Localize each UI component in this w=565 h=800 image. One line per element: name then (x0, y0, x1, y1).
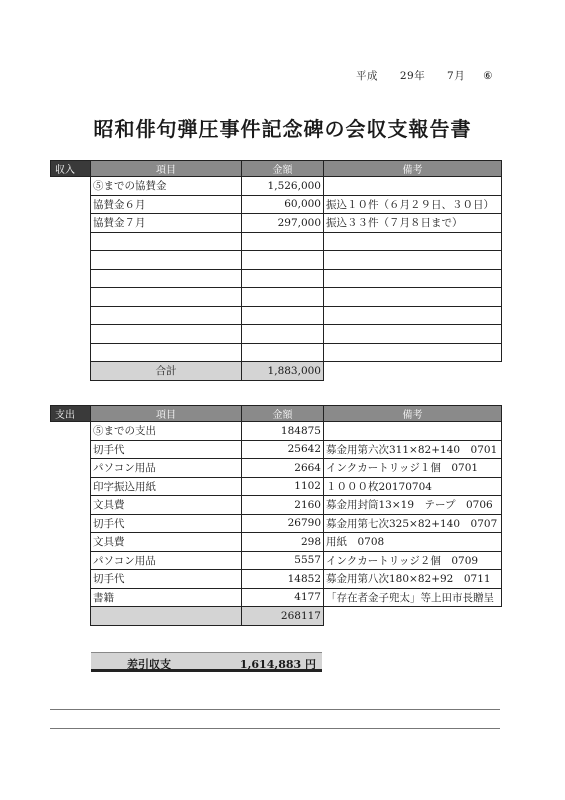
income-row (51, 306, 502, 325)
expense-row-note: インクカートリッジ２個 0709 (324, 551, 502, 570)
expense-row (51, 496, 502, 515)
expense-row (51, 514, 502, 533)
income-header-row (51, 161, 502, 177)
expense-row-spacer (51, 514, 91, 533)
income-row-note: 振込３３件（７月８日まで） (324, 214, 502, 233)
expense-col-amount: 金額 (242, 406, 324, 422)
income-row-item (91, 306, 242, 325)
income-row-item (91, 251, 242, 270)
income-row (51, 343, 502, 362)
income-total-label: 合計 (91, 362, 242, 381)
date-year: 29年 (399, 70, 426, 82)
income-row-amount: 60,000 (242, 195, 324, 214)
income-row-note: 振込１０件（６月２９日、３０日） (324, 195, 502, 214)
income-row-note (324, 288, 502, 307)
income-row (51, 288, 502, 307)
income-row-item (91, 288, 242, 307)
income-row-note (324, 343, 502, 362)
expense-row (51, 422, 502, 441)
expense-row-note (324, 422, 502, 441)
income-row (51, 269, 502, 288)
expense-row-spacer (51, 570, 91, 589)
balance-value: 1,614,883 円 (239, 658, 316, 671)
income-row (51, 232, 502, 251)
page-title: 昭和俳句弾圧事件記念碑の会収支報告書 (93, 117, 472, 141)
income-row-amount (242, 306, 324, 325)
expense-row-item: 文具費 (91, 533, 242, 552)
expense-row-note: 用紙 0708 (324, 533, 502, 552)
expense-row-note: 募金用第七次325×82+140 0707 (324, 514, 502, 533)
income-row-note (324, 306, 502, 325)
balance-label: 差引収支 (127, 658, 171, 671)
expense-row-spacer (51, 459, 91, 478)
income-row-spacer (51, 214, 91, 233)
income-col-note: 備考 (324, 161, 502, 177)
expense-row-amount: 25642 (242, 440, 324, 459)
income-row-amount (242, 343, 324, 362)
expense-row-item: 切手代 (91, 514, 242, 533)
income-row-amount (242, 269, 324, 288)
expense-col-note: 備考 (324, 406, 502, 422)
expense-row-spacer (51, 533, 91, 552)
income-row-item: ⑤までの協賛金 (91, 177, 242, 196)
income-row-spacer (51, 177, 91, 196)
income-row-spacer (51, 195, 91, 214)
income-row (51, 251, 502, 270)
income-total-spacer (51, 362, 91, 381)
income-row-spacer (51, 232, 91, 251)
income-row-amount (242, 325, 324, 344)
expense-row-amount: 298 (242, 533, 324, 552)
income-row-item (91, 325, 242, 344)
footer-divider-1 (50, 709, 500, 710)
expense-table (50, 405, 502, 626)
expense-row-amount: 184875 (242, 422, 324, 441)
income-row-item (91, 343, 242, 362)
expense-row-spacer (51, 440, 91, 459)
expense-total-amount: 268117 (242, 607, 324, 626)
income-total-note-spacer (324, 362, 502, 381)
report-date (356, 68, 493, 83)
expense-row-spacer (51, 551, 91, 570)
income-row (51, 195, 502, 214)
expense-row-note: １０００枚20170704 (324, 477, 502, 496)
expense-col-item: 項目 (91, 406, 242, 422)
expense-row-item: 印字振込用紙 (91, 477, 242, 496)
income-row-note (324, 177, 502, 196)
income-row-item (91, 232, 242, 251)
expense-row-spacer (51, 422, 91, 441)
income-row-amount (242, 288, 324, 307)
income-row-amount: 297,000 (242, 214, 324, 233)
expense-row-item: 書籍 (91, 588, 242, 607)
expense-row-item: 切手代 (91, 440, 242, 459)
income-row-amount (242, 251, 324, 270)
footer-divider-2 (50, 728, 500, 729)
date-era: 平成 (355, 70, 378, 82)
date-month: 7月 (447, 70, 466, 82)
income-row-note (324, 269, 502, 288)
expense-total-spacer (51, 607, 91, 626)
income-total-amount: 1,883,000 (242, 362, 324, 381)
expense-row-item: パソコン用品 (91, 551, 242, 570)
expense-row-item: 切手代 (91, 570, 242, 589)
expense-row (51, 570, 502, 589)
income-row-spacer (51, 251, 91, 270)
income-row (51, 325, 502, 344)
expense-row-spacer (51, 588, 91, 607)
expense-row-item: ⑤までの支出 (91, 422, 242, 441)
expense-row-amount: 26790 (242, 514, 324, 533)
income-row (51, 214, 502, 233)
expense-row-note: 募金用第六次311×82+140 0701 (324, 440, 502, 459)
expense-row (51, 477, 502, 496)
report-number: ⑥ (483, 70, 493, 82)
income-row-spacer (51, 325, 91, 344)
income-row-spacer (51, 306, 91, 325)
expense-row-item: 文具費 (91, 496, 242, 515)
expense-row-amount: 4177 (242, 588, 324, 607)
expense-row-amount: 2160 (242, 496, 324, 515)
income-row (51, 177, 502, 196)
expense-row-spacer (51, 477, 91, 496)
expense-row-amount: 14852 (242, 570, 324, 589)
income-row-note (324, 232, 502, 251)
income-row-item (91, 269, 242, 288)
income-row-amount: 1,526,000 (242, 177, 324, 196)
expense-row (51, 588, 502, 607)
income-row-spacer (51, 269, 91, 288)
income-row-item: 協賛金６月 (91, 195, 242, 214)
expense-row-note: 募金用封筒13×19 テープ 0706 (324, 496, 502, 515)
expense-row-note: 募金用第八次180×82+92 0711 (324, 570, 502, 589)
income-section-label: 収入 (51, 161, 91, 177)
expense-row-amount: 2664 (242, 459, 324, 478)
expense-header-row (51, 406, 502, 422)
balance-box (91, 652, 322, 672)
income-table (50, 160, 502, 381)
income-row-amount (242, 232, 324, 251)
income-row-item: 協賛金７月 (91, 214, 242, 233)
expense-row-amount: 5557 (242, 551, 324, 570)
expense-row-note: インクカートリッジ１個 0701 (324, 459, 502, 478)
income-total-row (51, 362, 502, 381)
expense-row-spacer (51, 496, 91, 515)
expense-row (51, 551, 502, 570)
income-row-spacer (51, 343, 91, 362)
expense-row-amount: 1102 (242, 477, 324, 496)
expense-row (51, 440, 502, 459)
income-col-amount: 金額 (242, 161, 324, 177)
expense-total-row (51, 607, 502, 626)
expense-total-label (91, 607, 242, 626)
expense-section-label: 支出 (51, 406, 91, 422)
expense-row-note: 「存在者金子兜太」等上田市長贈呈 (324, 588, 502, 607)
income-row-note (324, 251, 502, 270)
income-col-item: 項目 (91, 161, 242, 177)
expense-total-note-spacer (324, 607, 502, 626)
expense-row (51, 533, 502, 552)
income-row-spacer (51, 288, 91, 307)
expense-row (51, 459, 502, 478)
expense-row-item: パソコン用品 (91, 459, 242, 478)
income-row-note (324, 325, 502, 344)
